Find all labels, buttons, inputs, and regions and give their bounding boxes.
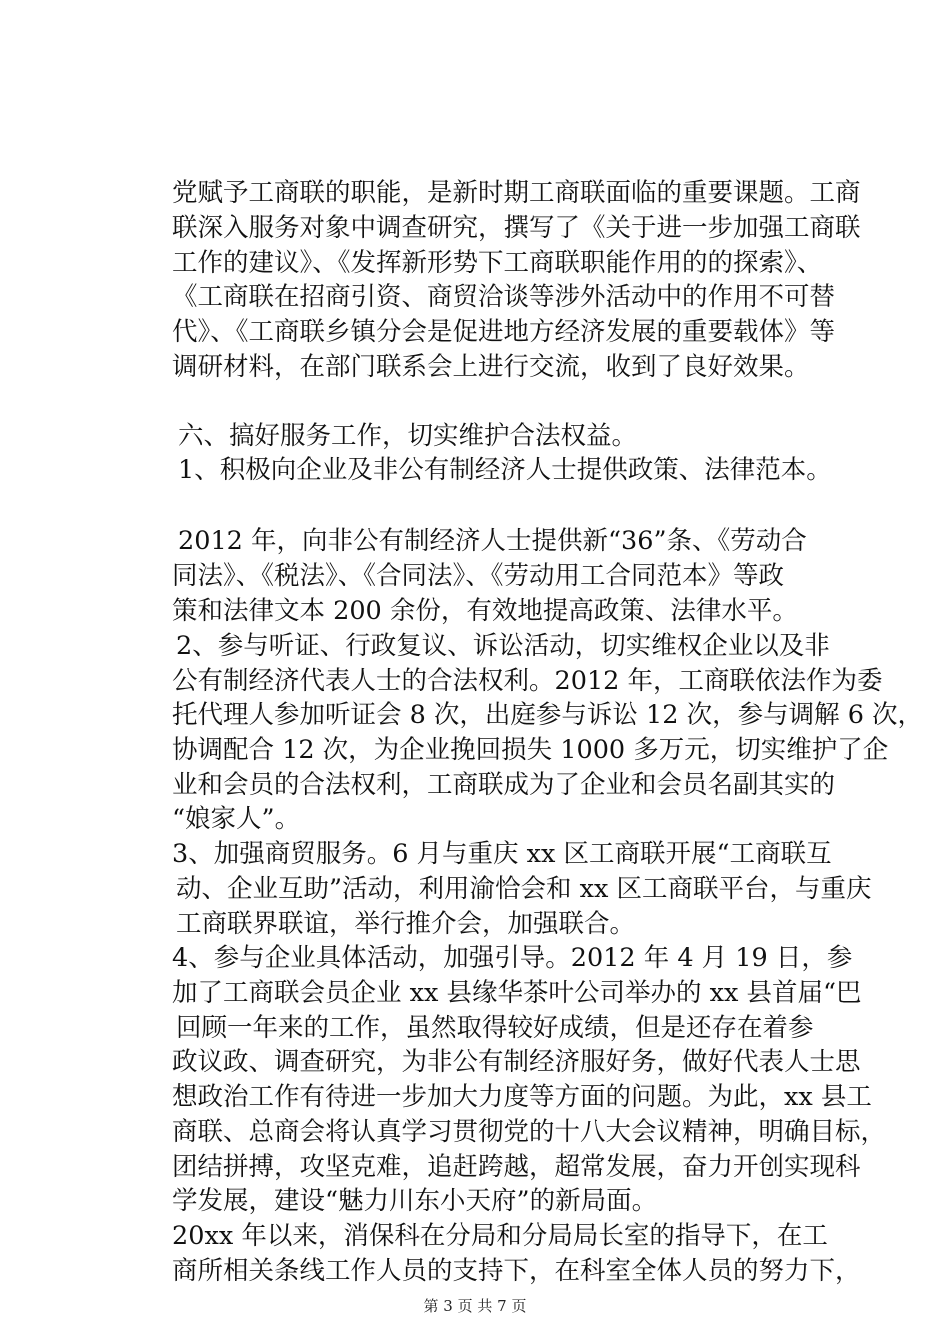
body-line: 公有制经济代表人士的合法权利。2012 年，工商联依法作为委	[172, 666, 883, 696]
body-line: 想政治工作有待进一步加大力度等方面的问题。为此，xx 县工	[172, 1082, 872, 1112]
body-line: 商联、总商会将认真学习贯彻党的十八大会议精神，明确目标，	[172, 1117, 887, 1147]
body-line: 20xx 年以来，消保科在分局和分局局长室的指导下，在工	[172, 1221, 828, 1251]
body-line: 代》、《工商联乡镇分会是促进地方经济发展的重要载体》等	[172, 317, 836, 347]
body-line: 动、企业互助”活动，利用渝恰会和 xx 区工商联平台，与重庆	[176, 874, 872, 904]
body-line: 同法》、《税法》、《合同法》、《劳动用工合同范本》等政	[172, 561, 785, 591]
body-line: 策和法律文本 200 余份，有效地提高政策、法律水平。	[172, 596, 798, 626]
body-line: 2012 年，向非公有制经济人士提供新“36”条、《劳动合	[178, 526, 807, 556]
body-line: 3、加强商贸服务。6 月与重庆 xx 区工商联开展“工商联互	[172, 839, 832, 869]
body-line: 学发展，建设“魅力川东小天府”的新局面。	[172, 1186, 658, 1216]
body-line: 调研材料，在部门联系会上进行交流，收到了良好效果。	[172, 352, 810, 382]
body-line: 团结拼搏，攻坚克难，追赶跨越，超常发展，奋力开创实现科	[172, 1152, 861, 1182]
body-line: 托代理人参加听证会 8 次，出庭参与诉讼 12 次，参与调解 6 次，	[172, 700, 924, 730]
body-line: 政议政、调查研究，为非公有制经济服好务，做好代表人士思	[172, 1047, 861, 1077]
body-line: 加了工商联会员企业 xx 县缘华茶叶公司举办的 xx 县首届“巴	[172, 978, 862, 1008]
body-line: “娘家人”。	[172, 804, 301, 834]
body-line: 工作的建议》、《发挥新形势下工商联职能作用的的探索》、	[172, 248, 823, 278]
body-line: 商所相关条线工作人员的支持下，在科室全体人员的努力下，	[172, 1256, 861, 1286]
body-line: 业和会员的合法权利，工商联成为了企业和会员名副其实的	[172, 770, 836, 800]
body-line: 2、参与听证、行政复议、诉讼活动，切实维权企业以及非	[176, 631, 830, 661]
body-line: 4、参与企业具体活动，加强引导。2012 年 4 月 19 日，参	[172, 943, 853, 973]
body-line: 1、积极向企业及非公有制经济人士提供政策、法律范本。	[178, 455, 832, 485]
body-line: 联深入服务对象中调查研究，撰写了《关于进一步加强工商联	[172, 213, 861, 243]
body-line: 工商联界联谊，举行推介会，加强联合。	[176, 909, 636, 939]
body-line: 回顾一年来的工作，虽然取得较好成绩，但是还存在着参	[176, 1013, 814, 1043]
body-line: 党赋予工商联的职能，是新时期工商联面临的重要课题。工商	[172, 178, 861, 208]
body-line: 《工商联在招商引资、商贸洽谈等涉外活动中的作用不可替	[172, 282, 836, 312]
section-heading: 六、搞好服务工作，切实维护合法权益。	[178, 421, 638, 451]
page-number-footer: 第 3 页 共 7 页	[423, 1297, 527, 1315]
body-line: 协调配合 12 次，为企业挽回损失 1000 多万元，切实维护了企	[172, 735, 889, 765]
